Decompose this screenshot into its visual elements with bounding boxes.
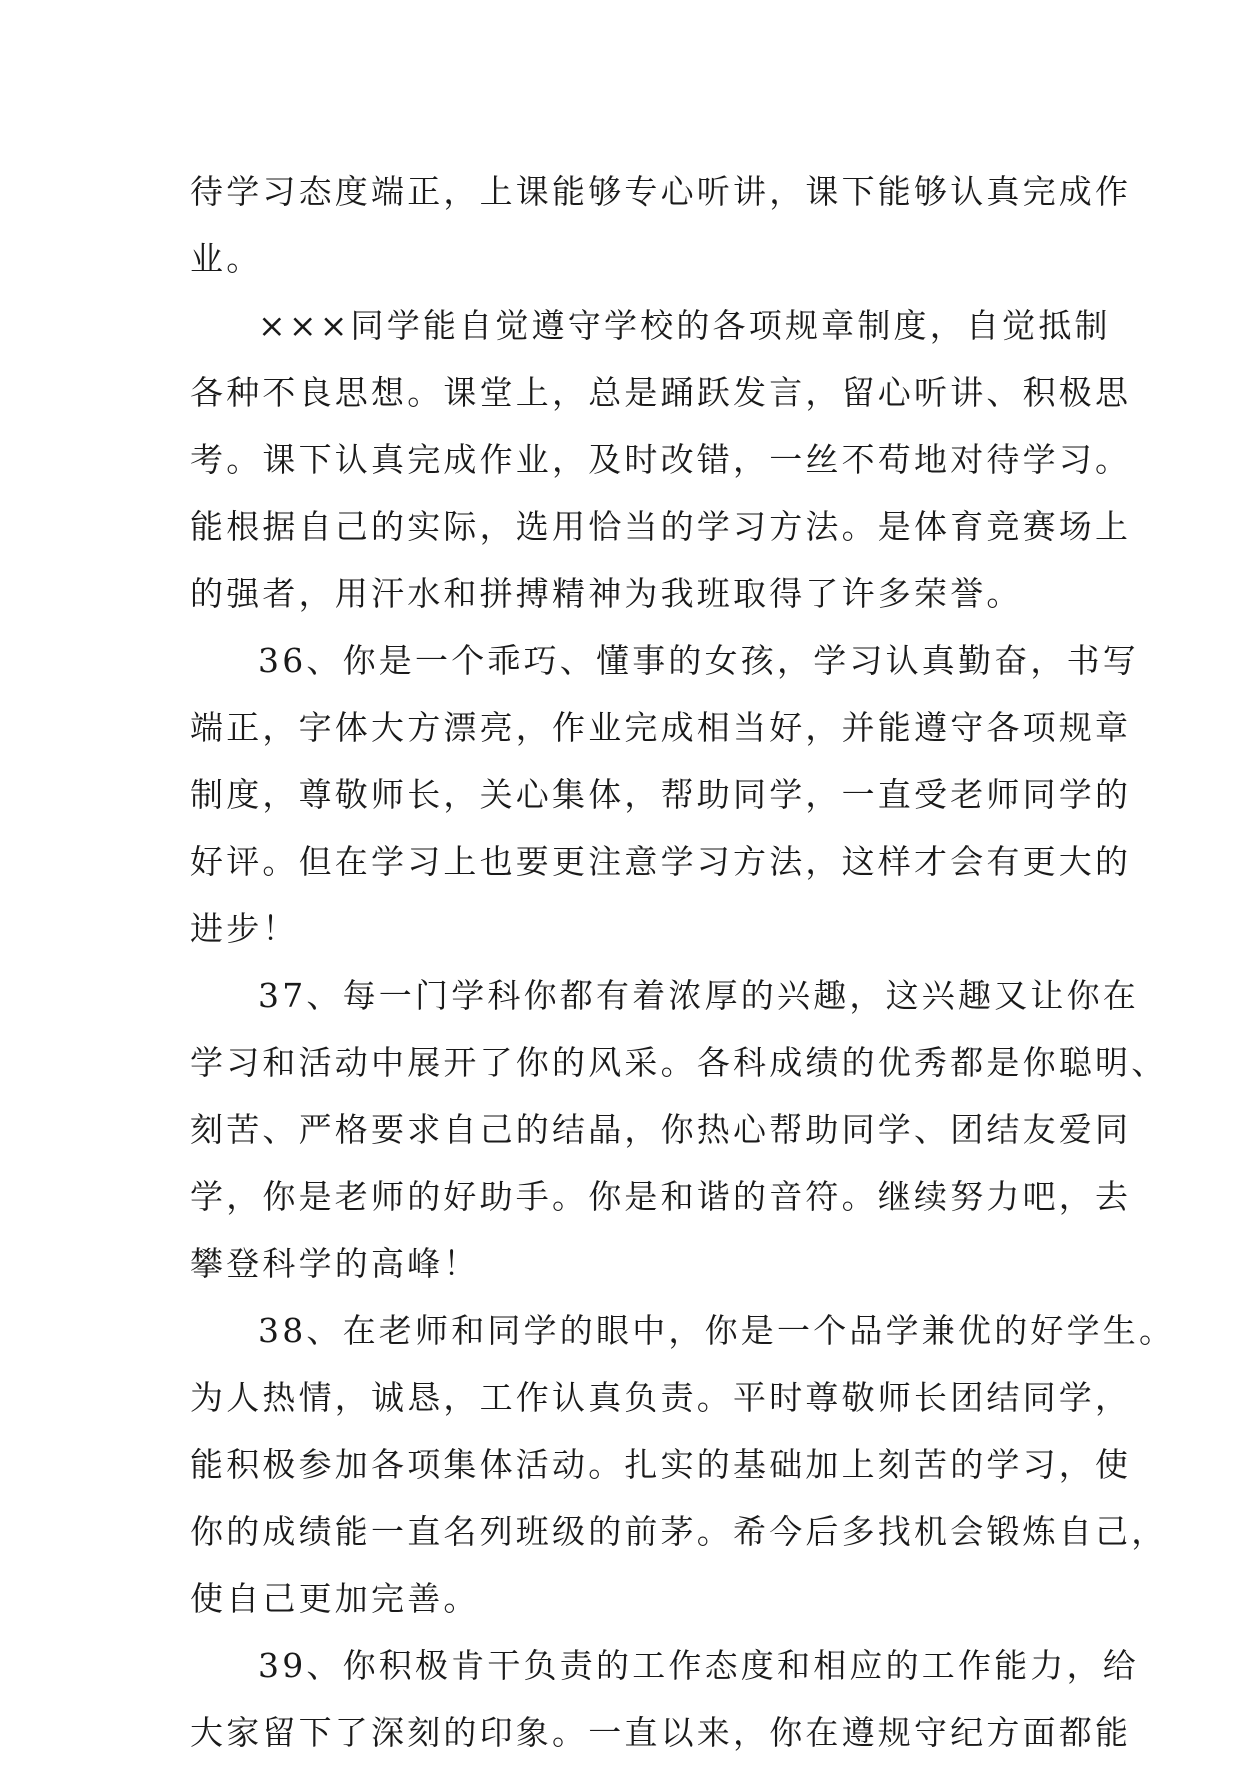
text-line: 攀登科学的高峰！ bbox=[190, 1244, 480, 1283]
text-line: 的强者，用汗水和拼搏精神为我班取得了许多荣誉。 bbox=[190, 574, 1023, 613]
document-body bbox=[190, 158, 1176, 1766]
text-line: ×××同学能自觉遵守学校的各项规章制度，自觉抵制 bbox=[258, 306, 1111, 345]
paragraph bbox=[190, 627, 1139, 962]
text-line: 好评。但在学习上也要更注意学习方法，这样才会有更大的 bbox=[190, 842, 1132, 881]
text-line: 刻苦、严格要求自己的结晶，你热心帮助同学、团结友爱同 bbox=[190, 1110, 1132, 1149]
text-line: 制度，尊敬师长，关心集体，帮助同学，一直受老师同学的 bbox=[190, 775, 1132, 814]
text-line: 为人热情，诚恳，工作认真负责。平时尊敬师长团结同学， bbox=[190, 1378, 1132, 1417]
text-line: 待学习态度端正，上课能够专心听讲，课下能够认真完成作 bbox=[190, 172, 1132, 211]
text-line: 各种不良思想。课堂上，总是踊跃发言，留心听讲、积极思 bbox=[190, 373, 1132, 412]
text-line: 能根据自己的实际，选用恰当的学习方法。是体育竞赛场上 bbox=[190, 507, 1132, 546]
text-line: 38、在老师和同学的眼中，你是一个品学兼优的好学生。 bbox=[258, 1311, 1176, 1350]
text-line: 36、你是一个乖巧、懂事的女孩，学习认真勤奋，书写 bbox=[258, 641, 1139, 680]
text-line: 你的成绩能一直名列班级的前茅。希今后多找机会锻炼自己， bbox=[190, 1512, 1168, 1551]
text-line: 考。课下认真完成作业，及时改错，一丝不苟地对待学习。 bbox=[190, 440, 1132, 479]
paragraph bbox=[190, 962, 1168, 1297]
text-line: 进步！ bbox=[190, 909, 299, 948]
paragraph bbox=[190, 1297, 1176, 1632]
text-line: 39、你积极肯干负责的工作态度和相应的工作能力，给 bbox=[258, 1646, 1139, 1685]
paragraph bbox=[190, 158, 1132, 292]
text-line: 能积极参加各项集体活动。扎实的基础加上刻苦的学习，使 bbox=[190, 1445, 1132, 1484]
text-line: 学，你是老师的好助手。你是和谐的音符。继续努力吧，去 bbox=[190, 1177, 1132, 1216]
text-line: 大家留下了深刻的印象。一直以来，你在遵规守纪方面都能 bbox=[190, 1713, 1132, 1752]
text-line: 业。 bbox=[190, 239, 263, 278]
text-line: 37、每一门学科你都有着浓厚的兴趣，这兴趣又让你在 bbox=[258, 976, 1139, 1015]
paragraph bbox=[190, 292, 1132, 627]
text-line: 使自己更加完善。 bbox=[190, 1579, 480, 1618]
text-line: 学习和活动中展开了你的风采。各科成绩的优秀都是你聪明、 bbox=[190, 1043, 1168, 1082]
paragraph bbox=[190, 1632, 1139, 1766]
text-line: 端正，字体大方漂亮，作业完成相当好，并能遵守各项规章 bbox=[190, 708, 1132, 747]
